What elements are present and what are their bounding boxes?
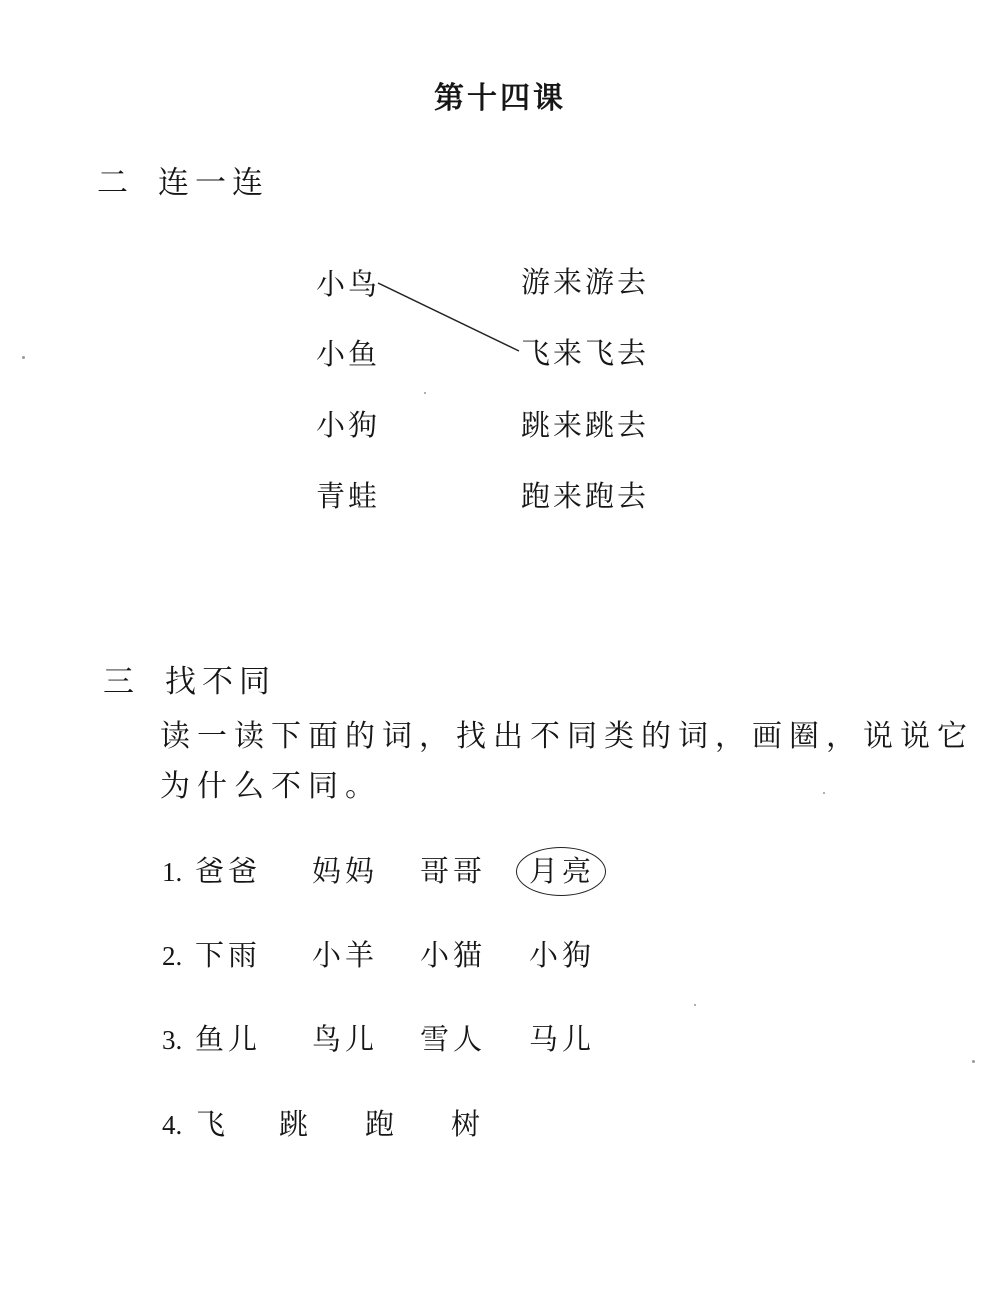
question-option[interactable]: 飞 xyxy=(196,1107,230,1141)
match-left-item[interactable]: 小鱼 xyxy=(316,337,381,371)
question-option[interactable]: 爸爸 xyxy=(195,854,262,888)
section-3-number: 三 xyxy=(103,664,134,700)
scan-speck xyxy=(823,792,825,794)
match-right-item[interactable]: 跳来跳去 xyxy=(521,408,650,442)
match-right-item[interactable]: 游来游去 xyxy=(521,265,650,299)
match-left-item[interactable]: 小狗 xyxy=(316,408,381,442)
question-option-circled[interactable]: 月亮 xyxy=(516,847,606,896)
match-right-item[interactable]: 飞来飞去 xyxy=(521,336,650,370)
question-number: 2. xyxy=(162,941,183,971)
question-option[interactable]: 小狗 xyxy=(529,938,596,972)
question-option[interactable]: 小猫 xyxy=(420,938,487,972)
question-option[interactable]: 鱼儿 xyxy=(195,1022,262,1056)
question-number: 3. xyxy=(162,1025,183,1055)
instruction-line-1: 读一读下面的词，找出不同类的词，画圈，说说它 xyxy=(160,719,974,754)
match-right-item[interactable]: 跑来跑去 xyxy=(521,479,650,513)
question-option[interactable]: 跑 xyxy=(365,1107,399,1141)
match-line-bird-fly xyxy=(378,283,519,351)
question-option[interactable]: 鸟儿 xyxy=(312,1022,379,1056)
question-option[interactable]: 妈妈 xyxy=(312,854,379,888)
instruction-line-2: 为什么不同。 xyxy=(160,769,382,804)
scan-speck xyxy=(694,1004,696,1006)
question-option[interactable]: 小羊 xyxy=(312,938,379,972)
question-number: 4. xyxy=(162,1110,183,1140)
question-option[interactable]: 雪人 xyxy=(420,1022,487,1056)
question-option[interactable]: 马儿 xyxy=(529,1022,596,1056)
scan-speck xyxy=(22,356,25,359)
scan-speck xyxy=(972,1060,975,1063)
question-option[interactable]: 哥哥 xyxy=(420,854,487,888)
scan-speck xyxy=(424,392,426,394)
section-2-number: 二 xyxy=(97,165,128,201)
lesson-title: 第十四课 xyxy=(434,81,566,116)
question-option[interactable]: 树 xyxy=(451,1107,485,1141)
question-option[interactable]: 跳 xyxy=(279,1107,313,1141)
match-left-item[interactable]: 青蛙 xyxy=(316,479,381,513)
question-number: 1. xyxy=(162,857,183,887)
section-2-title: 连一连 xyxy=(158,165,269,201)
question-option[interactable]: 下雨 xyxy=(195,938,262,972)
section-3-title: 找不同 xyxy=(165,664,276,700)
match-left-item[interactable]: 小鸟 xyxy=(316,267,381,301)
